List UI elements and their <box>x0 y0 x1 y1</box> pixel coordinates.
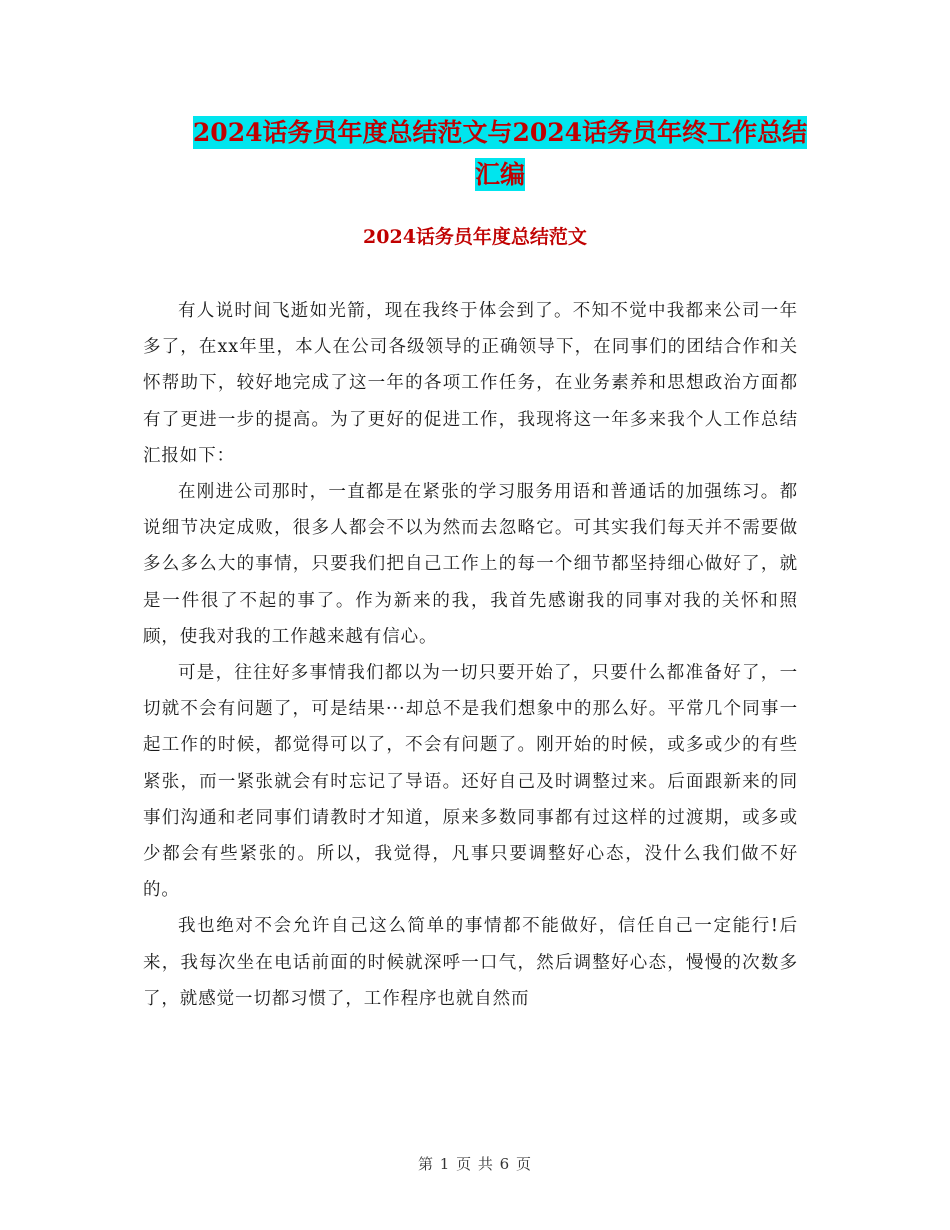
paragraph: 我也绝对不会允许自己这么简单的事情都不能做好，信任自己一定能行!后来，我每次坐在电话前面的时候就深呼一口气，然后调整好心态，慢慢的次数多了，就感觉一切都习惯了，工作程序也就自然而 <box>143 916 798 1009</box>
body-text <box>143 293 798 1017</box>
document-title-line2: 汇编 <box>474 160 525 189</box>
paragraph: 可是，往往好多事情我们都以为一切只要开始了，只要什么都准备好了，一切就不会有问题了，可是结果···却总不是我们想象中的那么好。平常几个同事一起工作的时候，都觉得可以了，不会有问题了。刚开始的时候，或多或少的有些紧张，而一紧张就会有时忘记了导语。还好自己及时调整过来。后面跟新来的同事们沟通和老同事们请教时才知道，原来多数同事都有过这样的过渡期，或多或少都会有些紧张的。所以，我觉得，凡事只要调整好心态，没什么我们做不好的。 <box>143 663 798 901</box>
paragraph: 有人说时间飞逝如光箭，现在我终于体会到了。不知不觉中我都来公司一年多了，在xx年里，本人在公司各级领导的正确领导下，在同事们的团结合作和关怀帮助下，较好地完成了这一年的各项工作任务，在业务素养和思想政治方面都有了更进一步的提高。为了更好的促进工作，我现将这一年多来我个人工作总结汇报如下： <box>143 301 798 466</box>
document-title-line1: 2024话务员年度总结范文与2024话务员年终工作总结 <box>192 118 808 147</box>
page-number-footer: 第 1 页 共 6 页 <box>418 1155 532 1173</box>
document-title <box>140 112 860 196</box>
section-title: 2024话务员年度总结范文 <box>363 226 587 248</box>
paragraph: 在刚进公司那时，一直都是在紧张的学习服务用语和普通话的加强练习。都说细节决定成败，很多人都会不以为然而去忽略它。可其实我们每天并不需要做多么多么大的事情，只要我们把自己工作上的每一个细节都坚持细心做好了，就是一件很了不起的事了。作为新来的我，我首先感谢我的同事对我的关怀和照顾，使我对我的工作越来越有信心。 <box>143 482 798 647</box>
